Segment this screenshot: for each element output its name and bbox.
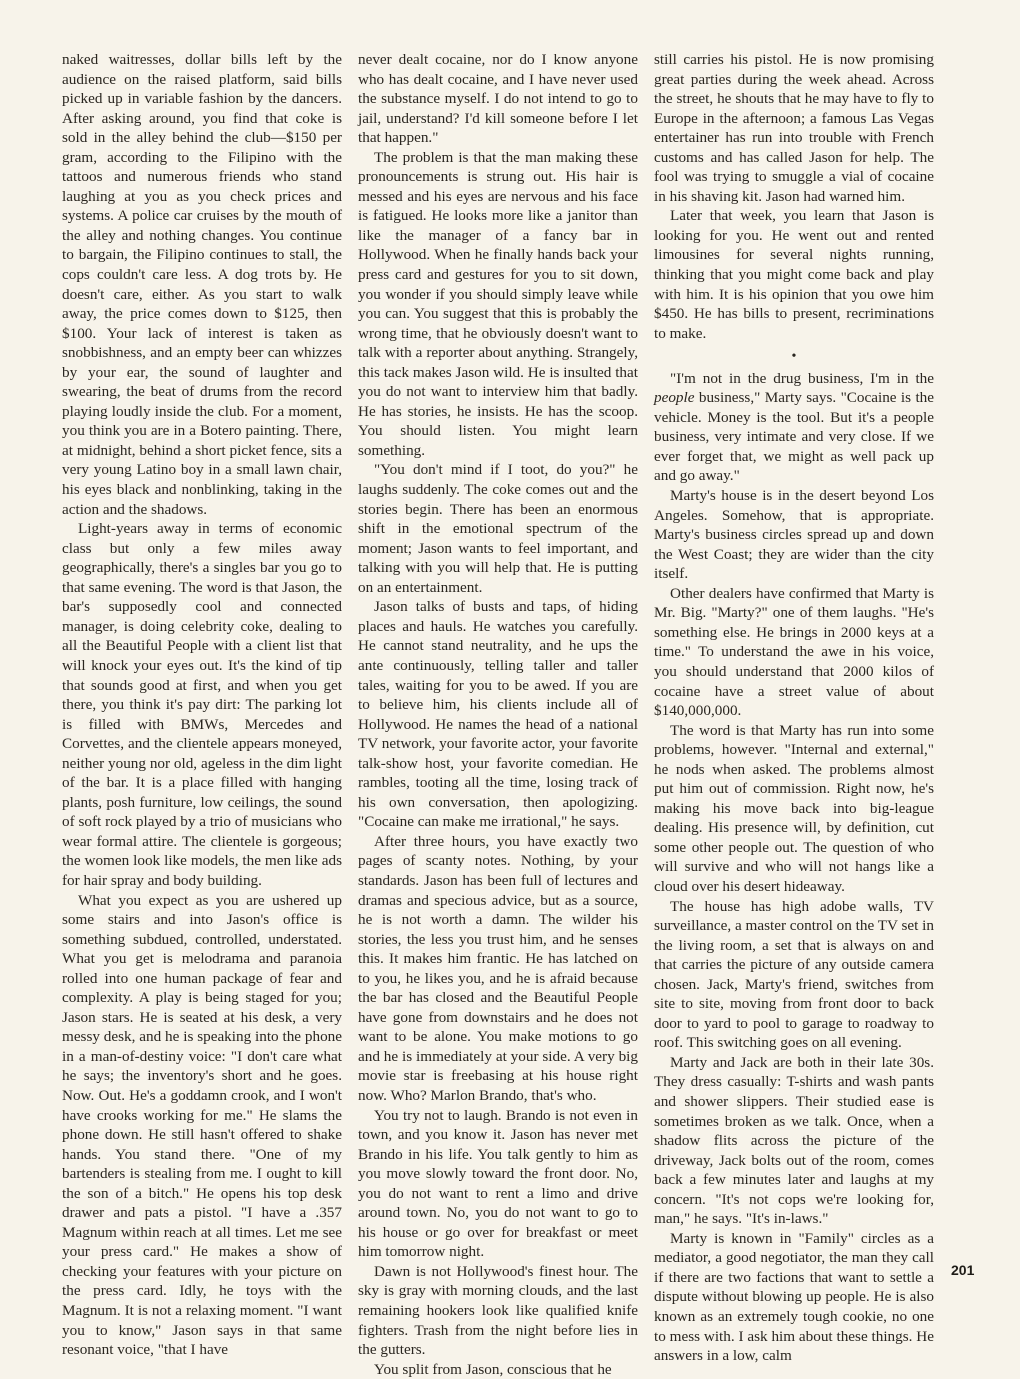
paragraph: "You don't mind if I toot, do you?" he laughs suddenly. The coke comes out and the stories begin. There has been an enormous shift in the emotional spectrum of the moment; Jason wants to feel important, and talking with you will help that. He is putting on an entertainment. [358, 461, 638, 596]
paragraph: Marty is known in "Family" circles as a mediator, a good negotiator, the man they call if there are two factions that want to settle a dispute without blowing up people. He is also known as an extremely tough cookie, no one to mess with. I ask him about these things. He answers in a low, calm [654, 1229, 934, 1365]
section-separator-bullet: • [791, 349, 797, 365]
paragraph: The word is that Marty has run into some problems, however. "Internal and external," he nods when asked. The problems almost put him out of commission. Right now, he's making his move back into big-league dealing. His presence will, by definition, cut some other people out. The question of who will survive and who will not hangs like a cloud over his desert hideaway. [654, 721, 934, 895]
paragraph: Other dealers have confirmed that Marty is Mr. Big. "Marty?" one of them laughs. "He's something else. He brings in 2000 keys at a time." To understand the awe in his voice, you should understand that 2000 kilos of cocaine have a street value of about $140,000,000. [654, 584, 934, 720]
paragraph: What you expect as you are ushered up some stairs and into Jason's office is something subdued, controlled, understated. What you get is melodrama and paranoia rolled into one human package of fear and complexity. A play is being staged for you; Jason stars. He is seated at his desk, a very messy desk, and he is speaking into the phone in a man-of-destiny voice: "I don't care what he says; the inventory's short and he goes. Now. Out. He's a goddamn crook, and I won't have crooks working for me." He slams the phone down. He still hasn't offered to shake hands. You stand there. "One of my bartenders is stealing from me. I ought to kill the son of a bitch." He opens his top desk drawer and pats a pistol. "I have a .357 Magnum within reach at all times. Let me see your press card." He makes a show of checking your features with your picture on the press card. Idly, he toys with the Magnum. It is not a relaxing moment. "I want you to know," Jason says in that same resonant voice, "that I have [62, 891, 342, 1359]
paragraph: Marty's house is in the desert beyond Los Angeles. Somehow, that is appropriate. Marty's business circles spread up and down the West Coast; they are wider than the city itself. [654, 487, 934, 583]
quote-open-text: "I'm not in the drug business, I'm in the [670, 369, 934, 387]
text-column-1 [62, 50, 342, 1360]
paragraph: Dawn is not Hollywood's finest hour. The sky is gray with morning clouds, and the last remaining hookers look like qualified knife fighters. Trash from the night before lies in the gutters. [358, 1262, 638, 1359]
text-column-3 [654, 50, 934, 1366]
quote-emphasis: people [654, 389, 695, 407]
paragraph: Marty and Jack are both in their late 30s. They dress casually: T-shirts and wash pants and shower slippers. Their studied ease is sometimes broken as we talk. Once, when a shadow flits across the picture of the driveway, Jack bolts out of the room, comes back a few minutes later and laughs at my concern. "It's not cops we're looking for, man," he says. "It's in-laws." [654, 1053, 934, 1228]
paragraph: After three hours, you have exactly two pages of scanty notes. Nothing, by your standards. Jason has been full of lectures and dramas and specious advice, but as a source, he is not worth a damn. The wilder his stories, the less you trust him, and he senses this. It makes him frantic. He has latched on to you, he likes you, and he is afraid because the bar has closed and the Beautiful People have gone from downstairs and he does not want to be alone. You make motions to go and he is immediately at your side. A very big movie star is freebasing at his house right now. Who? Marlon Brando, that's who. [358, 832, 638, 1104]
paragraph: still carries his pistol. He is now promising great parties during the week ahead. Across the street, he shouts that he may have to fly to Europe in the afternoon; a famous Las Vegas entertainer has run into trouble with French customs and has called Jason for help. The fool was trying to smuggle a vial of cocaine in his shaving kit. Jason had warned him. [654, 51, 934, 205]
paragraph: Later that week, you learn that Jason is looking for you. He went out and rented limousines for several nights running, thinking that you might come back and play with him. It is his opinion that you owe him $450. He has bills to present, recriminations to make. [654, 207, 934, 342]
paragraph: never dealt cocaine, nor do I know anyone who has dealt cocaine, and I have never used the substance myself. I do not intend to go to jail, understand? I'd kill someone before I let that happen." [358, 51, 638, 147]
paragraph: You split from Jason, conscious that he [374, 1360, 612, 1378]
text-column-2 [358, 50, 638, 1379]
paragraph: You try not to laugh. Brando is not even in town, and you know it. Jason has never met Brando in his life. You talk gently to him as you move slowly toward the front door. No, you do not want to rent a limo and drive around town. No, you do not want to go to his house or go over for breakfast or meet him tomorrow night. [358, 1106, 638, 1261]
paragraph: Jason talks of busts and taps, of hiding places and hauls. He watches you carefully. He cannot stand neutrality, and he ups the ante continuously, telling taller and taller tales, waiting for you to be awed. If you are to believe him, his clients include all of Hollywood. He names the head of a national TV network, your favorite actor, your favorite talk-show host, your favorite comedian. He rambles, tooting all the time, losing track of his own conversation, then apologizing. "Cocaine can make me irrational," he says. [358, 598, 638, 831]
paragraph: The problem is that the man making these pronouncements is strung out. His hair is messed and his eyes are nervous and his face is fatigued. He looks more like a janitor than like the manager of a fancy bar in Hollywood. When he finally hands back your press card and gestures for you to sit down, you wonder if you should simply leave while you can. You suggest that this is probably the wrong time, that he obviously doesn't want to talk with a reporter about anything. Strangely, this tack makes Jason wild. He is insulted that you do not want to interview him that badly. He has stories, he insists. He has the scoop. You should listen. You might learn something. [358, 148, 638, 459]
paragraph: Light-years away in terms of economic class but only a few miles away geographically, there's a singles bar you go to that same evening. The word is that Jason, the bar's supposedly cool and connected manager, is doing celebrity coke, dealing to all the Beautiful People with a client list that will knock your eyes out. It's the kind of tip that sounds good at first, and when you get there, you think it's pay dirt: The parking lot is filled with BMWs, Mercedes and Corvettes, and the clientele appears moneyed, neither young nor old, ageless in the dim light of the bar. It is a place filled with hanging plants, posh furniture, low ceilings, the sound of soft rock played by a trio of musicians who wear formal attire. The clientele is gorgeous; the women look like models, the men like ads for hair spray and body building. [62, 520, 342, 889]
paragraph: The house has high adobe walls, TV surveillance, a master control on the TV set in the living room, a set that is always on and that carries the picture of any outside camera chosen. Jack, Marty's friend, switches from site to site, moving from front door to back door to yard to pool to garage to roadway to roof. This switching goes on all evening. [654, 897, 934, 1052]
paragraph: naked waitresses, dollar bills left by the audience on the raised platform, said bills picked up in variable fashion by the dancers. After asking around, you find that coke is sold in the alley behind the club—$150 per gram, according to the Filipino with the tattoos and numerous friends who stand laughing at you as you check prices and systems. A police car cruises by the mouth of the alley and nothing changes. You continue to bargain, the Filipino continues to stall, the cops couldn't care less. A dog trots by. He doesn't care, either. As you start to walk away, the price comes down to $125, then $100. Your lack of interest is taken as snobbishness, and an empty beer can whizzes by your ear, the sound of laughter and swearing, the beat of drums from the record playing loudly inside the club. For a moment, you think you are in a Botero painting. There, at midnight, behind a short picket fence, sits a very young Latino boy in a small lawn chair, his eyes black and nonblinking, taking in the action and the shadows. [62, 51, 342, 518]
page-number: 201 [951, 1262, 975, 1278]
paragraph-quote [654, 369, 934, 486]
quote-rest-text: business," Marty says. "Cocaine is the vehicle. Money is the tool. But it's a people business, very intimate and very close. If we ever forget that, we might as well pack up and go away." [654, 389, 934, 485]
